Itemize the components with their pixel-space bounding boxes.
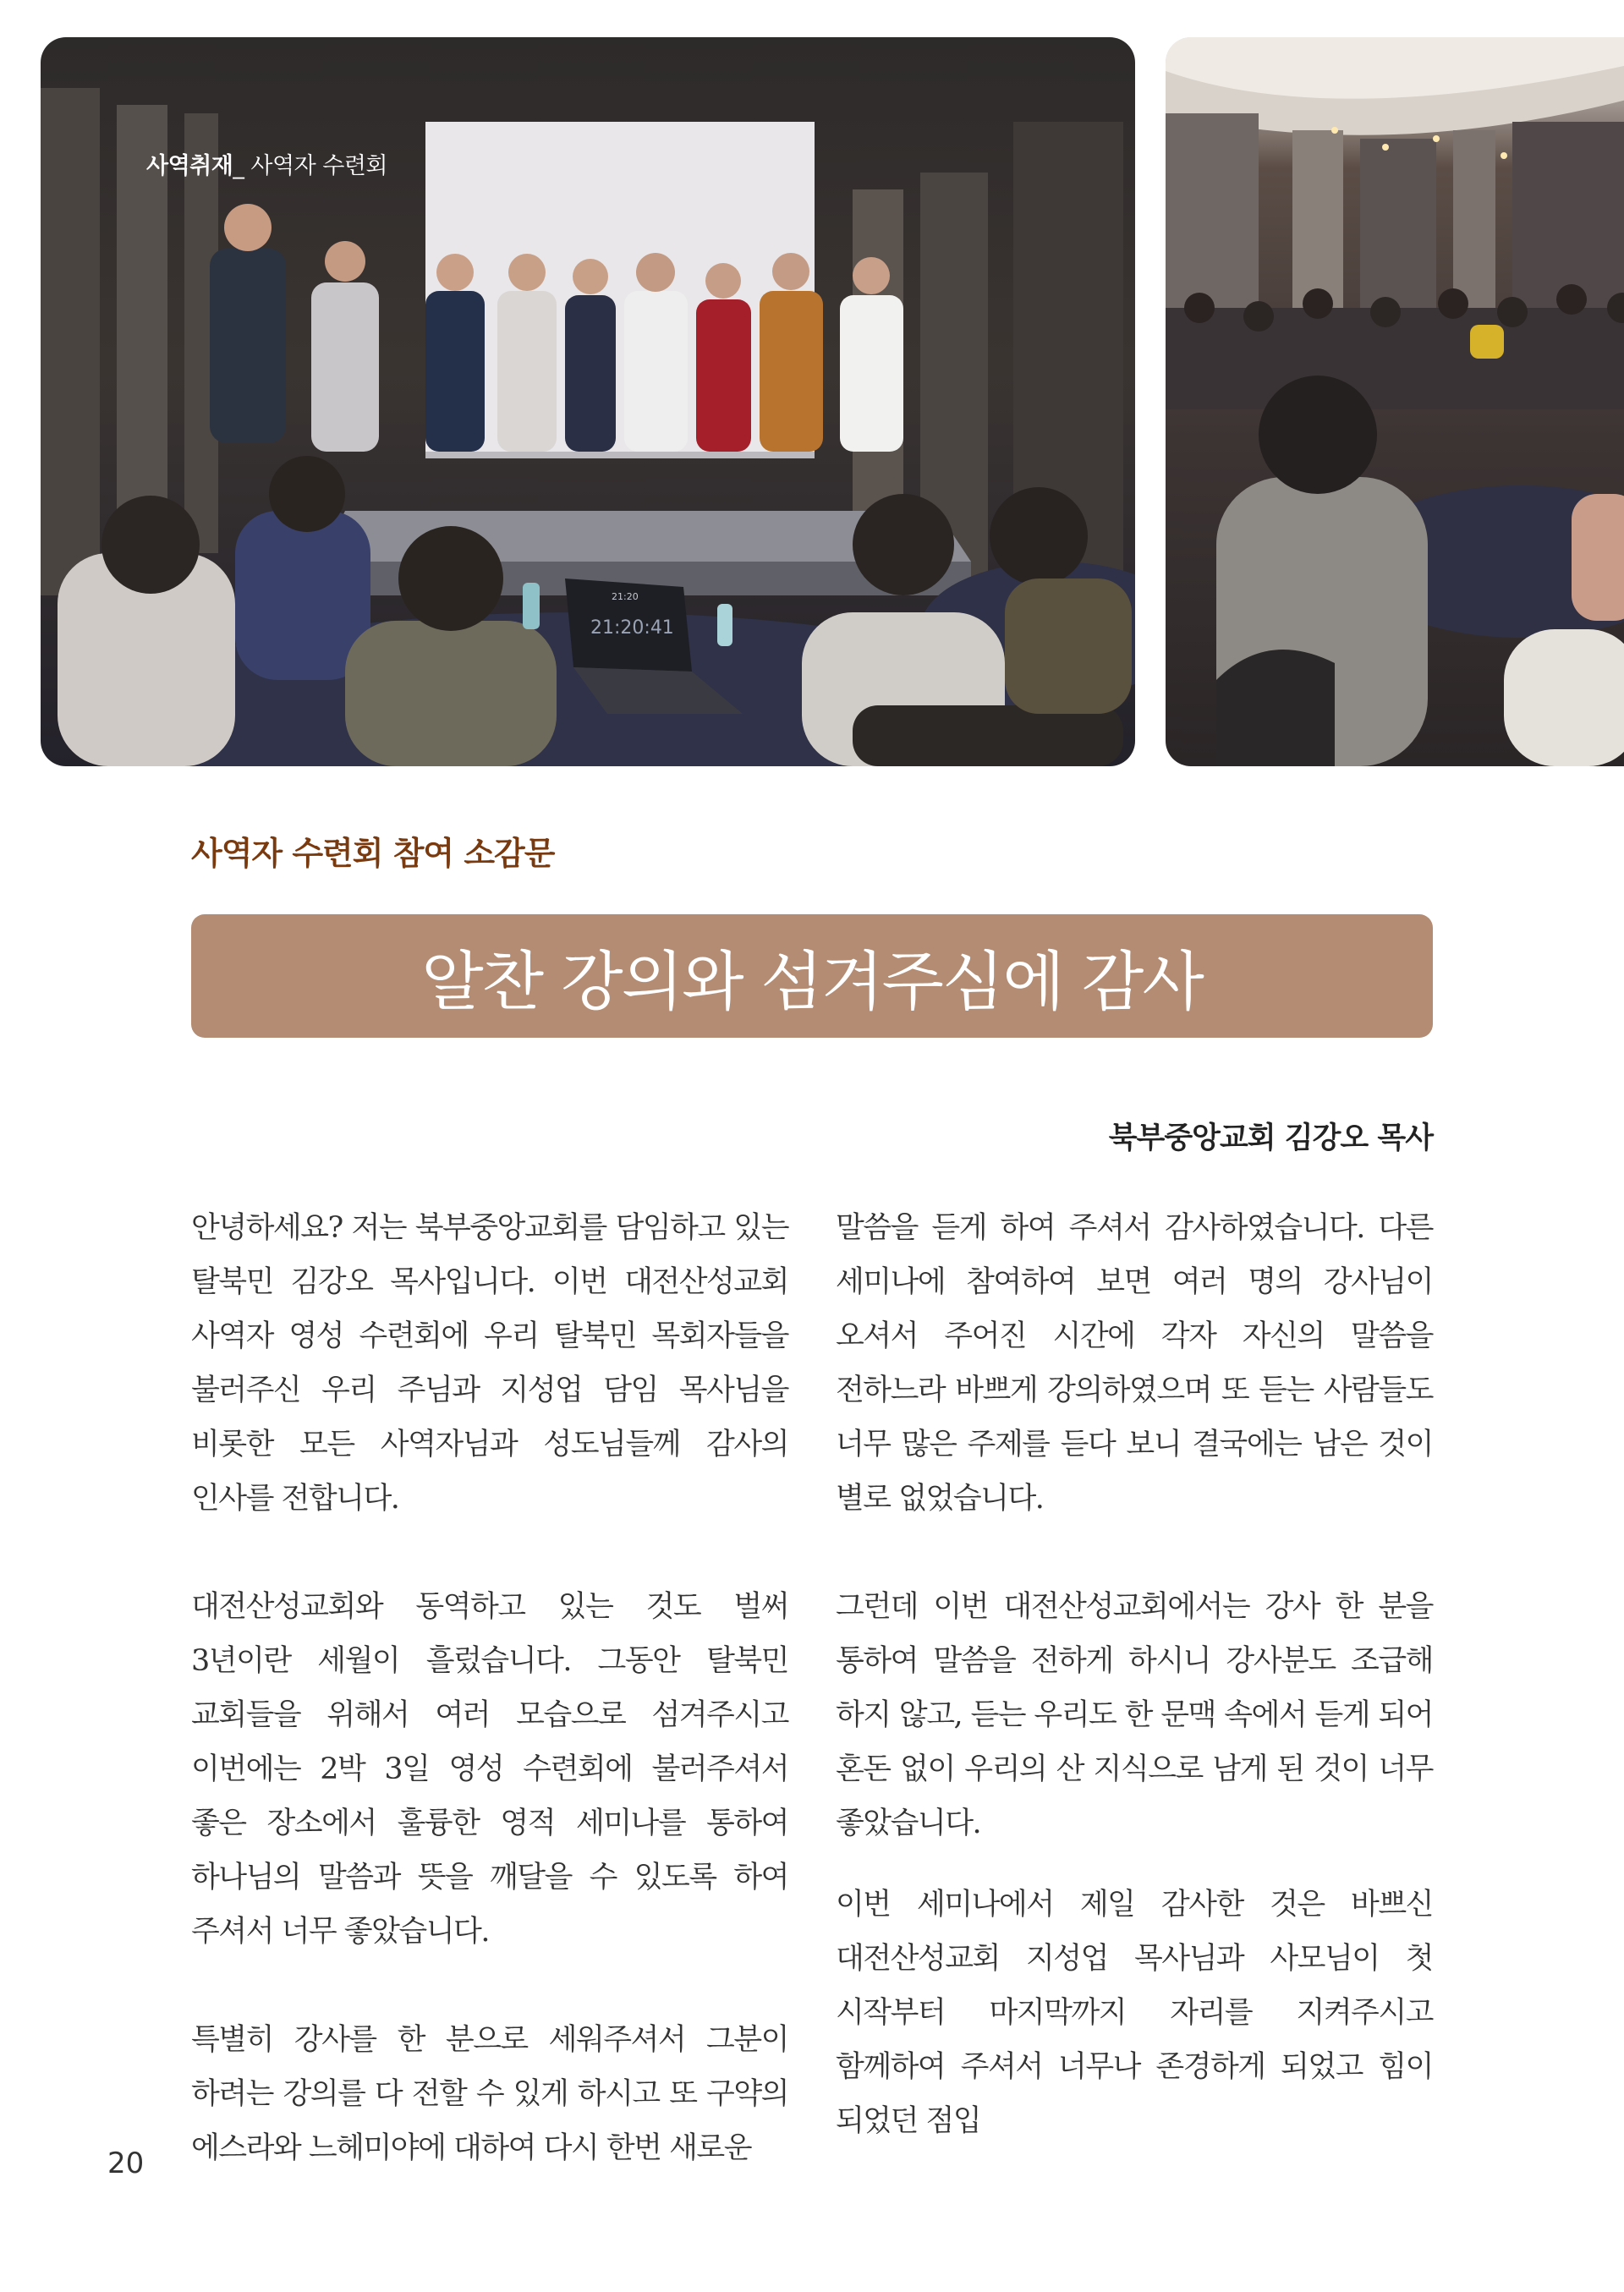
section-tag (146, 147, 387, 180)
article-paragraph: 안녕하세요? 저는 북부중앙교회를 담임하고 있는 탈북민 김강오 목사입니다. 이번 대전산성교회 사역자 영성 수련회에 우리 탈북민 목회자들을 불러주신 우리 주님과 지성업 담임 목사님을 비롯한 모든 사역자님과 성도님들께 감사의 인사를 전합니다. (191, 1211, 788, 1516)
conference-stage-photo (41, 37, 1135, 766)
article-paragraph: 대전산성교회와 동역하고 있는 것도 벌써 3년이란 세월이 흘렀습니다. 그동안 탈북민 교회들을 위해서 여러 모습으로 섬겨주시고 이번에는 2박 3일 영성 수련회에 불러주셔서 좋은 장소에서 훌륭한 영적 세미나를 통하여 하나님의 말씀과 뜻을 깨달을 수 있도록 하여 주셔서 너무 좋았습니다. (191, 1590, 788, 1949)
article-author: 북부중앙교회 김강오 목사 (1108, 1121, 1433, 1155)
section-tag-main: 사역취재 (146, 153, 233, 179)
article-paragraph: 특별히 강사를 한 분으로 세워주셔서 그분이 하려는 강의를 다 전할 수 있게 하시고 또 구약의 에스라와 느헤미야에 대하여 다시 한번 새로운 (191, 2023, 788, 2165)
article-subtitle: 사역자 수련회 참여 소감문 (191, 835, 555, 872)
laptop-clock: 21:20:41 (590, 617, 674, 639)
article-paragraph: 말씀을 듣게 하여 주셔서 감사하였습니다. 다른 세미나에 참여하여 보면 여러 명의 강사님이 오셔서 주어진 시간에 각자 자신의 말씀을 전하느라 바쁘게 강의하였으며 또 듣는 사람들도 너무 많은 주제를 듣다 보니 결국에는 남은 것이 별로 없었습니다. (836, 1211, 1433, 1516)
page-number: 20 (107, 2147, 145, 2180)
article-title: 알찬 강의와 섬겨주심에 감사 (421, 943, 1203, 1019)
article-column-left (191, 1201, 788, 2175)
section-tag-sub: _ 사역자 수련회 (233, 153, 387, 179)
audience-scene-illustration (1166, 37, 1624, 766)
article-paragraph: 이번 세미나에서 제일 감사한 것은 바쁘신 대전산성교회 지성업 목사님과 사모님이 첫 시작부터 마지막까지 자리를 지켜주시고 함께하여 주셔서 너무나 존경하게 되었고 힘이 되었던 점입 (836, 1888, 1433, 2138)
article-column-right (836, 1201, 1433, 2148)
laptop-clock-small: 21:20 (612, 591, 639, 602)
article-title-banner (191, 914, 1433, 1038)
article-paragraph: 그런데 이번 대전산성교회에서는 강사 한 분을 통하여 말씀을 전하게 하시니 강사분도 조급해 하지 않고, 듣는 우리도 한 문맥 속에서 듣게 되어 혼돈 없이 우리의 산 지식으로 남게 된 것이 너무 좋았습니다. (836, 1590, 1433, 1840)
audience-photo (1166, 37, 1624, 766)
